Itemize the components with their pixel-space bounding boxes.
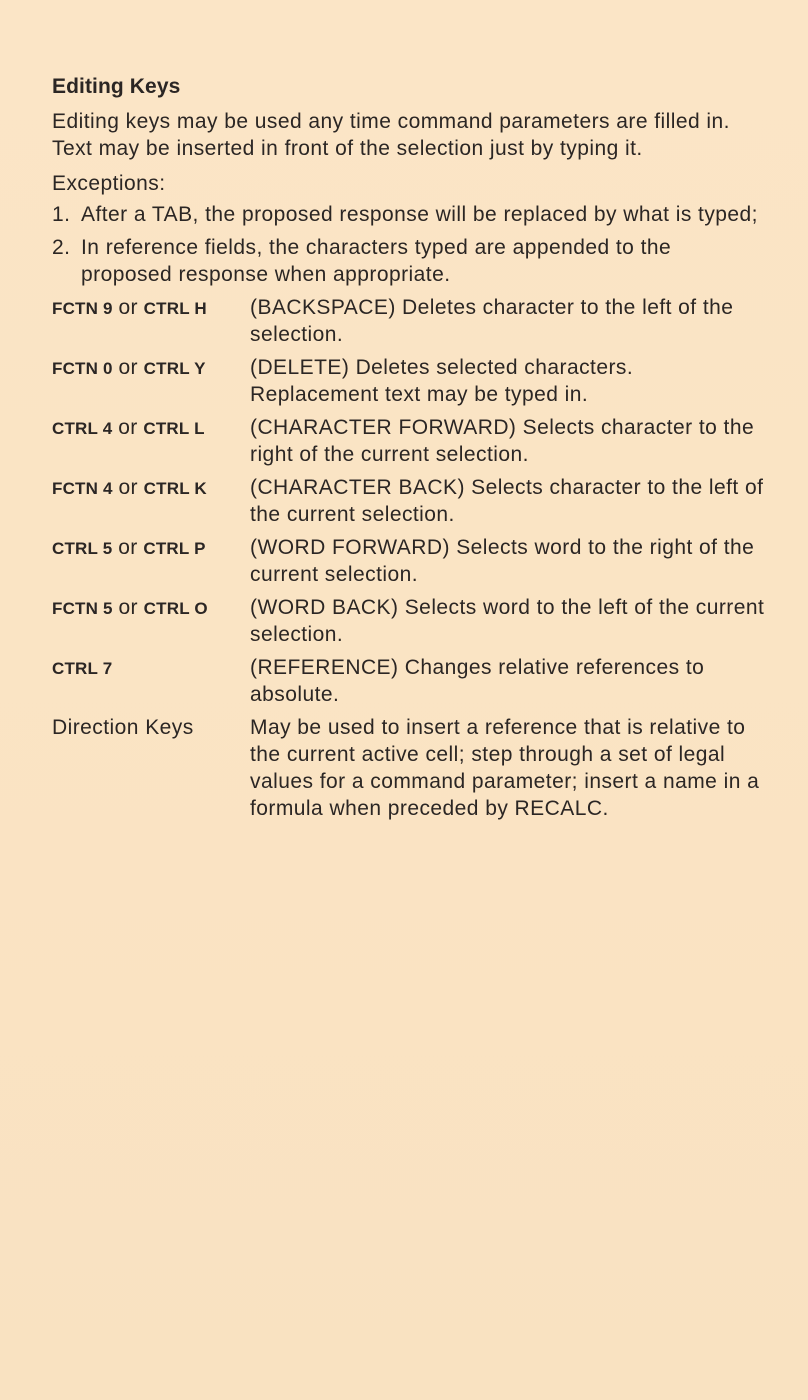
key-row-backspace	[52, 294, 768, 348]
key-combo	[52, 534, 250, 588]
key-primary: FCTN 0	[52, 359, 113, 378]
key-or: or	[118, 416, 138, 439]
key-description: May be used to insert a reference that is relative to the current active cell; step through a set of legal values for a command parameter; insert a name in a formula when preceded by RECALC.	[250, 716, 760, 820]
key-row-delete	[52, 354, 768, 408]
key-combo	[52, 354, 250, 408]
key-combo	[52, 294, 250, 348]
key-description: (CHARACTER BACK) Selects character to the left of the current selection.	[250, 476, 764, 526]
key-alternate: CTRL Y	[143, 359, 206, 378]
key-alternate: CTRL O	[143, 599, 208, 618]
exception-item	[52, 234, 768, 288]
key-combo	[52, 654, 250, 708]
key-combo	[52, 414, 250, 468]
key-alternate: CTRL K	[143, 479, 207, 498]
key-alternate: CTRL H	[143, 299, 207, 318]
key-combo	[52, 474, 250, 528]
key-or: or	[118, 296, 138, 319]
key-primary: FCTN 9	[52, 299, 113, 318]
key-description: (WORD FORWARD) Selects word to the right of the current selection.	[250, 536, 755, 586]
key-combo	[52, 714, 250, 822]
key-table	[52, 294, 768, 822]
key-description: (DELETE) Deletes selected characters. Replacement text may be typed in.	[250, 356, 634, 406]
key-combo	[52, 594, 250, 648]
intro-paragraph: Editing keys may be used any time command parameters are filled in. Text may be inserted in front of the selection just by typing it.	[52, 110, 730, 160]
key-row-word-back	[52, 594, 768, 648]
exception-text: In reference fields, the characters typed are appended to the proposed response when appropriate.	[81, 236, 672, 286]
exception-text: After a TAB, the proposed response will be replaced by what is typed;	[81, 203, 758, 226]
exception-number: 1.	[52, 203, 71, 226]
key-row-word-forward	[52, 534, 768, 588]
key-row-direction	[52, 714, 768, 822]
key-primary: FCTN 5	[52, 599, 113, 618]
key-or: or	[118, 476, 138, 499]
exception-item	[52, 201, 768, 228]
key-description: (BACKSPACE) Deletes character to the left of the selection.	[250, 296, 734, 346]
key-alternate: CTRL P	[143, 539, 206, 558]
key-alternate: CTRL L	[143, 419, 205, 438]
key-primary: FCTN 4	[52, 479, 113, 498]
key-row-character-back	[52, 474, 768, 528]
exceptions-title: Exceptions:	[52, 172, 166, 195]
key-row-reference	[52, 654, 768, 708]
exception-number: 2.	[52, 236, 71, 259]
key-description: (WORD BACK) Selects word to the left of the current selection.	[250, 596, 765, 646]
section-heading: Editing Keys	[52, 75, 181, 98]
direction-keys-label: Direction Keys	[52, 716, 194, 739]
key-row-character-forward	[52, 414, 768, 468]
key-primary: CTRL 5	[52, 539, 113, 558]
key-or: or	[118, 536, 138, 559]
key-description: (CHARACTER FORWARD) Selects character to the right of the current selection.	[250, 416, 755, 466]
key-description: (REFERENCE) Changes relative references to absolute.	[250, 656, 705, 706]
key-or: or	[118, 356, 138, 379]
key-primary: CTRL 4	[52, 419, 113, 438]
key-or: or	[118, 596, 138, 619]
key-primary: CTRL 7	[52, 659, 113, 678]
exceptions-list	[52, 201, 768, 288]
